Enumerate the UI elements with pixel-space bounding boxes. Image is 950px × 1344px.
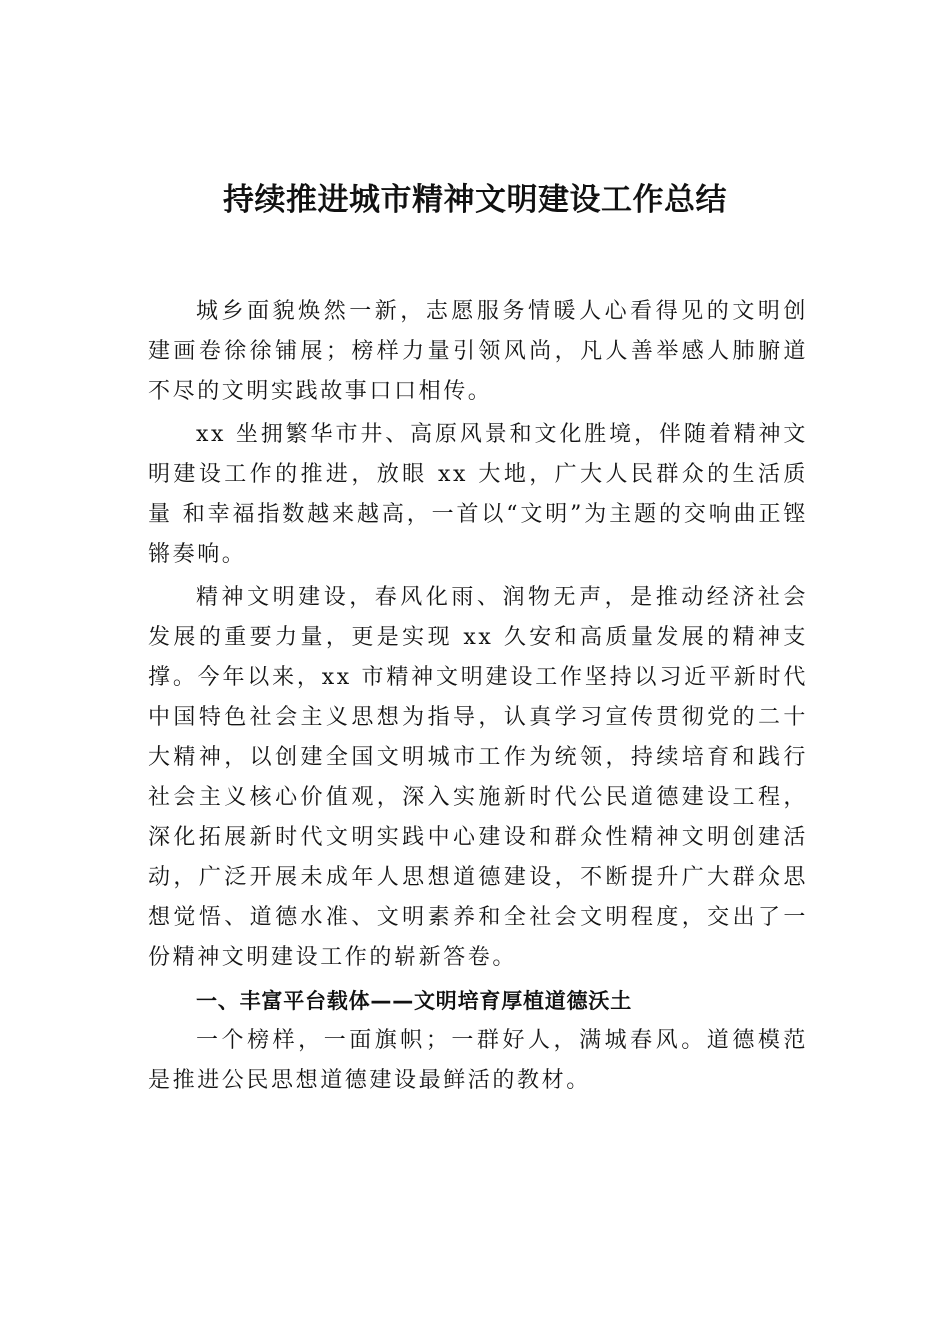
document-title: 持续推进城市精神文明建设工作总结 [223,182,727,218]
section-heading: 一、丰富平台载体——文明培育厚植道德沃土 [196,989,632,1013]
paragraph-city: xx 坐拥繁华市井、高原风景和文化胜境，伴随着精神文 明建设工作的推进，放眼 xx 大地，广大人民群众的生活质量 和幸福指数越来越高，一首以“文明”为主题的交响曲正铿 锵奏响。 [148,422,808,567]
paragraph-intro: 城乡面貌焕然一新，志愿服务情暖人心看得见的文明创建画卷徐徐铺展；榜样力量引领风尚，凡人善举感人肺腑道不尽的文明实践故事口口相传。 [148,299,808,404]
paragraph-section-one: 一个榜样，一面旗帜；一群好人，满城春风。道德模范是推进公民思想道德建设最鲜活的教材。 [148,1028,808,1093]
paragraph-overview: 精神文明建设，春风化雨、润物无声，是推动经济社会发展的重要力量，更是实现 xx 久安和高质量发展的精神支撑。今年以来，xx 市精神文明建设工作坚持以习近平新时代中国特色社会主义思想为指导，认真学习宣传贯彻党的二十大精神，以创建全国文明城市工作为统领，持续培育和践行社会主义核心价值观，深入实施新时代公民道德建设工程，深化拓展新时代文明实践中心建设和群众性精神文明创建活动，广泛开展未成年人思想道德建设，不断提升广大群众思想觉悟、道德水准、文明素养和全社会文明程度，交出了一份精神文明建设工作的崭新答卷。 [148,585,808,970]
document-body [148,292,808,1104]
